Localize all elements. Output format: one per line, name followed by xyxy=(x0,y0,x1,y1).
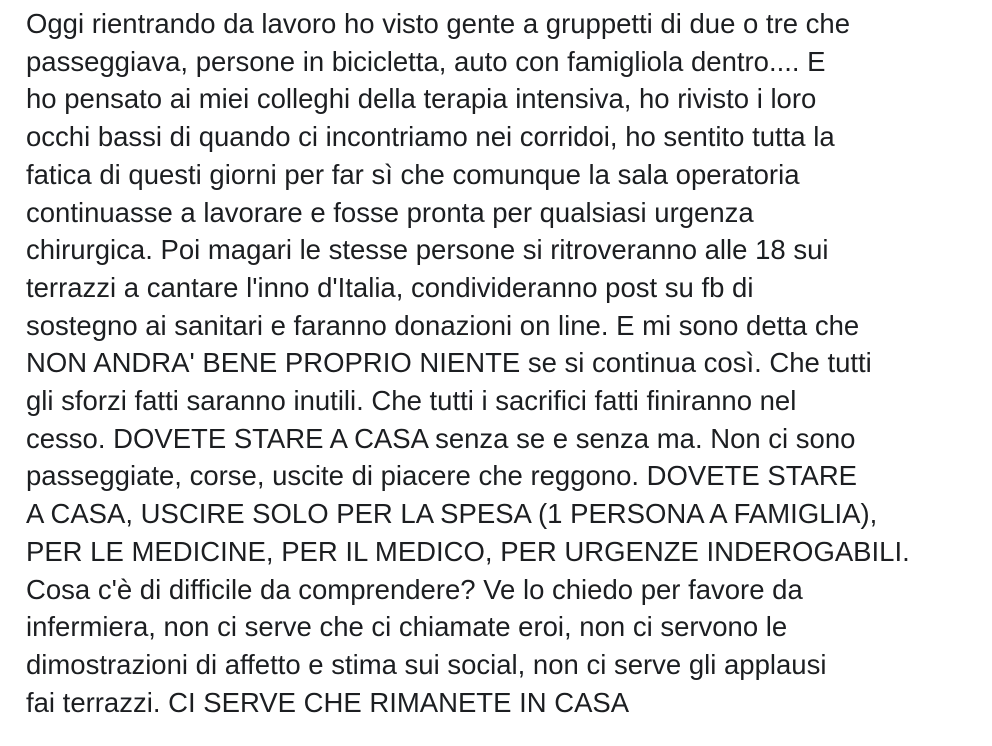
post-line: Cosa c'è di difficile da comprendere? Ve lo chiedo per favore da xyxy=(26,573,803,605)
post-line: passeggiate, corse, uscite di piacere che reggono. DOVETE STARE xyxy=(26,460,858,492)
post-line: continuasse a lavorare e fosse pronta per qualsiasi urgenza xyxy=(26,196,754,228)
post-line: occhi bassi di quando ci incontriamo nei corridoi, ho sentito tutta la xyxy=(26,121,835,153)
post-line: passeggiava, persone in bicicletta, auto con famigliola dentro.... E xyxy=(26,45,826,77)
post-line: infermiera, non ci serve che ci chiamate eroi, non ci servono le xyxy=(26,611,788,643)
post-line: fatica di questi giorni per far sì che comunque la sala operatoria xyxy=(26,158,800,190)
post-line: gli sforzi fatti saranno inutili. Che tutti i sacrifici fatti finiranno nel xyxy=(26,385,797,417)
post-line: dimostrazioni di affetto e stima sui social, non ci serve gli applausi xyxy=(26,648,827,680)
post-line: sostegno ai sanitari e faranno donazioni on line. E mi sono detta che xyxy=(26,309,860,341)
post-line: Oggi rientrando da lavoro ho visto gente a gruppetti di due o tre che xyxy=(26,8,851,39)
post-line: fai terrazzi. CI SERVE CHE RIMANETE IN CASA xyxy=(26,686,630,718)
post-line: cesso. DOVETE STARE A CASA senza se e senza ma. Non ci sono xyxy=(26,422,856,454)
post-line: chirurgica. Poi magari le stesse persone si ritroveranno alle 18 sui xyxy=(26,234,829,266)
post-line: NON ANDRA' BENE PROPRIO NIENTE se si continua così. Che tutti xyxy=(26,347,872,379)
post-line: ho pensato ai miei colleghi della terapia intensiva, ho rivisto i loro xyxy=(26,83,817,115)
post-line: terrazzi a cantare l'inno d'Italia, condivideranno post su fb di xyxy=(26,271,754,303)
post-line: A CASA, USCIRE SOLO PER LA SPESA (1 PERSONA A FAMIGLIA), xyxy=(26,498,878,530)
post-line: PER LE MEDICINE, PER IL MEDICO, PER URGENZE INDEROGABILI. xyxy=(26,535,910,567)
post-text xyxy=(26,5,976,721)
